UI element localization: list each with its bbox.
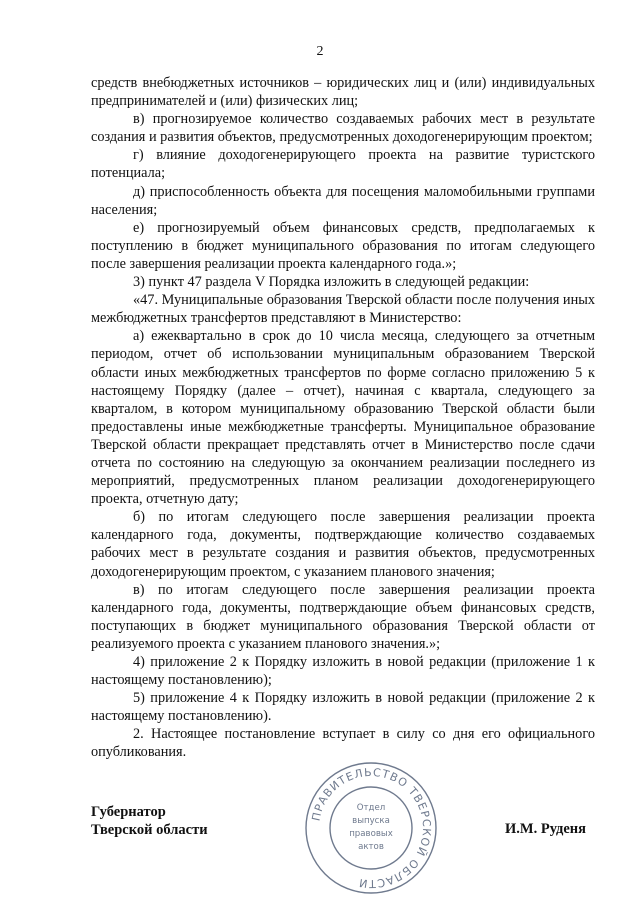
- seal-ring-text: ПРАВИТЕЛЬСТВО ТВЕРСКОЙ ОБЛАСТИ: [309, 765, 434, 891]
- paragraph-item-v-finance-documents: в) по итогам следующего после завершения реализации проекта календарного года, документы, подтверждающие объем финансовых средств, поступающих в бюджет муниципального образования Тверской области от реализуемого проекта с указанием планового значения.»;: [91, 581, 595, 652]
- paragraph-clause-47: «47. Муниципальные образования Тверской области после получения иных межбюджетных трансфертов представляют в Министерство:: [91, 292, 595, 327]
- paragraph-item-b-jobs-documents: б) по итогам следующего после завершения реализации проекта календарного года, документы, подтверждающие количество создаваемых рабочих мест в результате создания и развития объектов, предусмотренных доходогенерирующим проектом, с указанием планового значения;: [91, 509, 595, 580]
- paragraph-item-a-quarterly-report: а) ежеквартально в срок до 10 числа месяца, следующего за отчетным периодом, отчет об использовании муниципальным образованием Тверской области иных межбюджетных трансфертов по форме согласно приложению 5 к настоящему Порядку (далее – отчет), начиная с квартала, следующего за кварталом, в котором муниципальному образованию Тверской области были предоставлены иные межбюджетные трансферты. Муниципальное образование Тверской области прекращает представлять отчет в Министерство после сдачи отчета по состоянию на следующую за окончанием реализации последнего из мероприятий, предусмотренных планом реализации доходогенерирующего проекта, отчетную дату;: [91, 328, 595, 508]
- signatory-name: И.М. Руденя: [505, 821, 587, 837]
- seal-rings: [306, 763, 436, 893]
- svg-text:выпуска: выпуска: [352, 816, 390, 826]
- paragraph-item-g-tourism: г) влияние доходогенерирующего проекта на развитие туристского потенциала;: [91, 147, 595, 182]
- page-number: 2: [316, 44, 324, 59]
- seal-center-text: [349, 803, 393, 852]
- paragraph-item-v-jobs: в) прогнозируемое количество создаваемых рабочих мест в результате создания и развития объектов, предусмотренных доходогенерирующим проектом;: [91, 111, 595, 146]
- document-body: [91, 74, 595, 762]
- signature-position-line1: Губернатор: [91, 804, 166, 820]
- paragraph-item-e-finance: е) прогнозируемый объем финансовых средств, предполагаемых к поступлению в бюджет муниципального образования по итогам следующего после завершения реализации проекта календарного года.»;: [91, 219, 595, 272]
- paragraph-section-2-effective: 2. Настоящее постановление вступает в силу со дня его официального опубликования.: [91, 726, 595, 761]
- svg-text:правовых: правовых: [349, 829, 393, 839]
- paragraph-continuation: средств внебюджетных источников – юридических лиц и (или) индивидуальных предпринимателей и (или) физических лиц;: [91, 75, 595, 110]
- official-seal-stamp: [303, 760, 439, 896]
- paragraph-point-5: 5) приложение 4 к Порядку изложить в новой редакции (приложение 2 к настоящему постановлению).: [91, 690, 595, 725]
- paragraph-point-4: 4) приложение 2 к Порядку изложить в новой редакции (приложение 1 к настоящему постановлению);: [91, 654, 595, 689]
- paragraph-item-d-accessibility: д) приспособленность объекта для посещения маломобильными группами населения;: [91, 183, 595, 218]
- signature-position-line2: Тверской области: [91, 822, 208, 838]
- signature-position: [91, 803, 208, 839]
- svg-text:Отдел: Отдел: [356, 803, 386, 813]
- paragraph-point-3: 3) пункт 47 раздела V Порядка изложить в следующей редакции:: [133, 274, 530, 291]
- svg-text:актов: актов: [358, 842, 384, 852]
